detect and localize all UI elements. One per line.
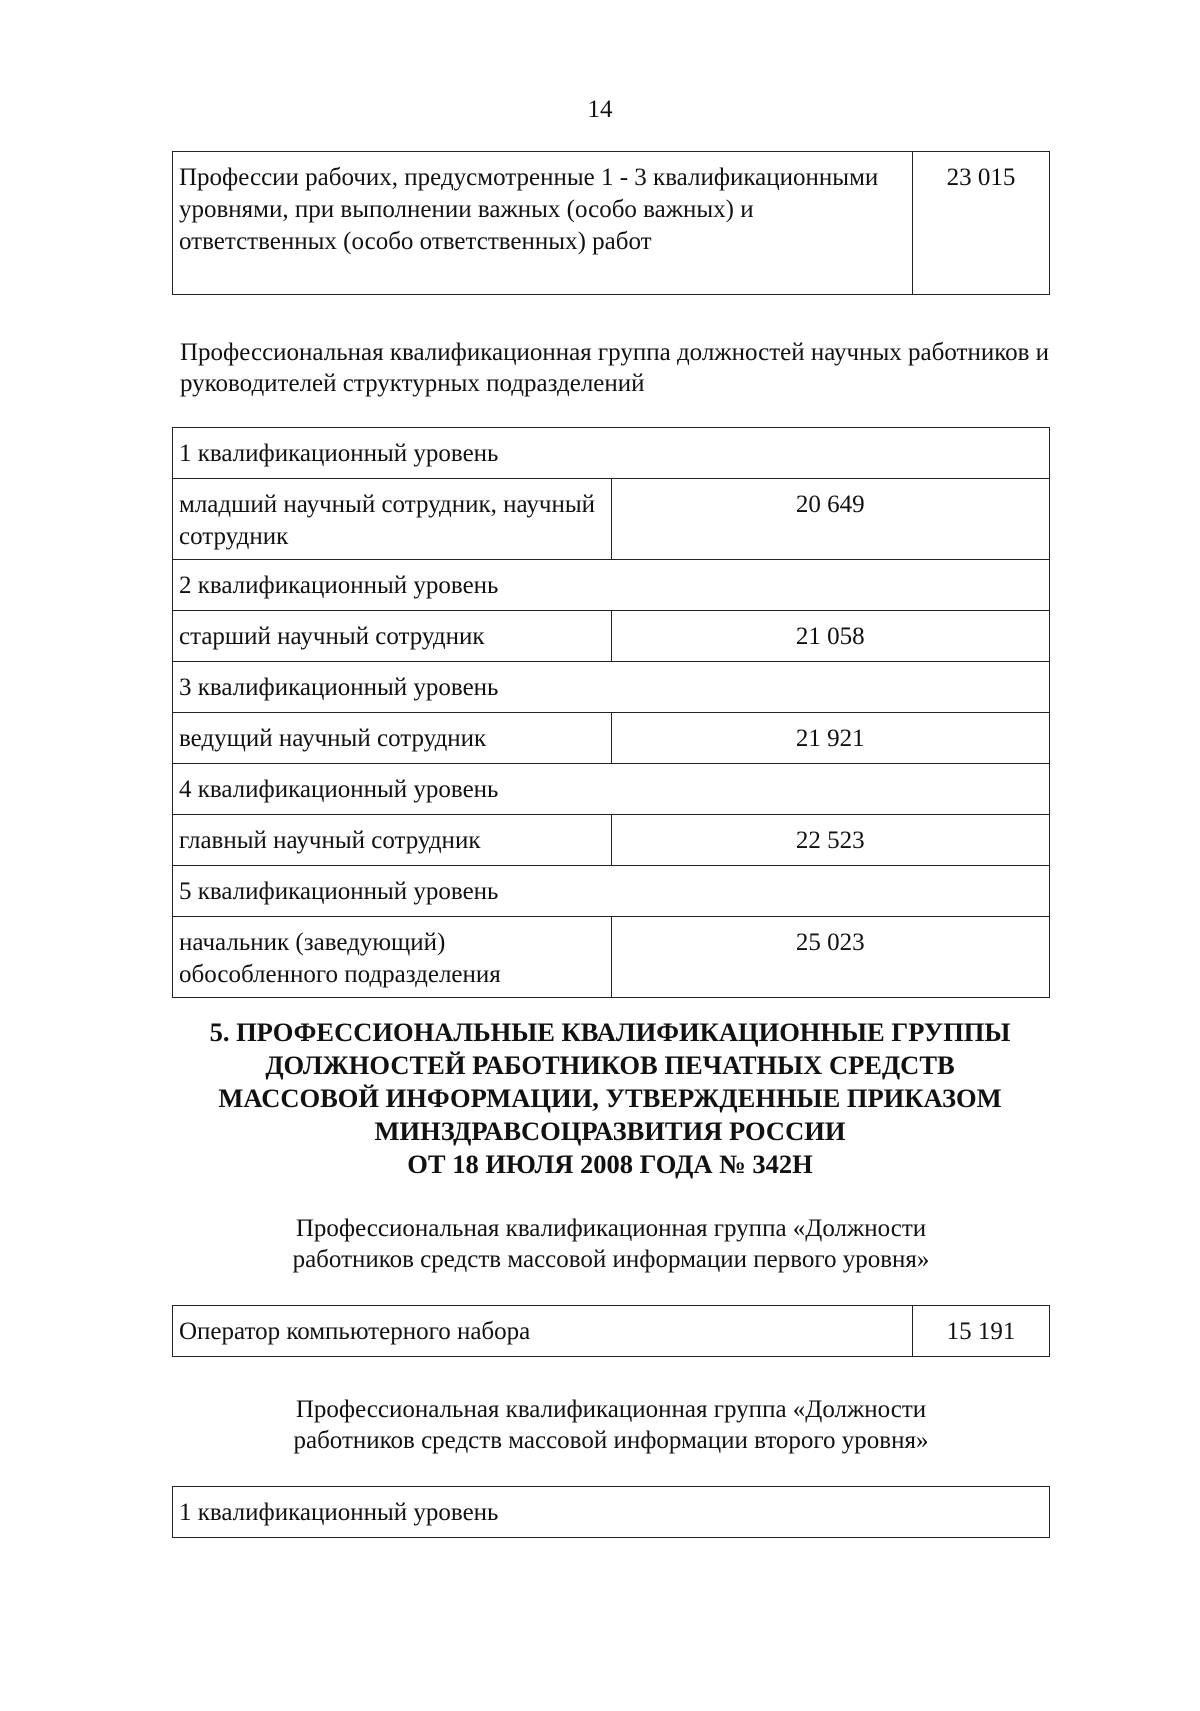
workers-label: Профессии рабочих, предусмотренные 1 - 3 квалификационными уровнями, при выполнении важных (особо важных) и ответственных (особо ответственных) работ xyxy=(173,152,913,295)
level-1-position: младший научный сотрудник, научный сотрудник xyxy=(173,479,612,560)
table-row xyxy=(173,1306,1050,1357)
media-group-1-table xyxy=(172,1305,1050,1357)
section-heading-line: ОТ 18 ИЮЛЯ 2008 ГОДА № 342Н xyxy=(407,1149,813,1179)
caption-line: Профессиональная квалификационная группа «Должности xyxy=(295,1396,927,1423)
level-1-value: 20 649 xyxy=(611,479,1050,560)
table-row xyxy=(173,560,1050,611)
level-4-heading: 4 квалификационный уровень xyxy=(173,764,1050,815)
science-group-caption: Профессиональная квалификационная группа должностей научных работников и руководителей структурных подразделений xyxy=(180,339,1050,397)
level-3-value: 21 921 xyxy=(611,713,1050,764)
table-row xyxy=(173,815,1050,866)
section-heading-line: ДОЛЖНОСТЕЙ РАБОТНИКОВ ПЕЧАТНЫХ СРЕДСТВ xyxy=(265,1050,955,1080)
level-5-position: начальник (заведующий) обособленного подразделения xyxy=(173,917,612,998)
section-heading-line: 5. ПРОФЕССИОНАЛЬНЫЕ КВАЛИФИКАЦИОННЫЕ ГРУППЫ xyxy=(209,1017,1011,1047)
level-3-position: ведущий научный сотрудник xyxy=(173,713,612,764)
science-table xyxy=(172,427,1050,998)
level-4-position: главный научный сотрудник xyxy=(173,815,612,866)
computer-typist-value: 15 191 xyxy=(913,1306,1050,1357)
section-heading-line: МАССОВОЙ ИНФОРМАЦИИ, УТВЕРЖДЕННЫЕ ПРИКАЗОМ xyxy=(218,1083,1002,1113)
workers-table xyxy=(172,151,1050,295)
table-row xyxy=(173,662,1050,713)
media-group-2-caption xyxy=(172,1394,1050,1456)
table-row xyxy=(173,479,1050,560)
page-number: 14 xyxy=(587,96,613,123)
caption-line: работников средств массовой информации первого уровня» xyxy=(292,1246,930,1273)
caption-line: Профессиональная квалификационная группа «Должности xyxy=(295,1215,927,1242)
level-2-position: старший научный сотрудник xyxy=(173,611,612,662)
media-group-2-table xyxy=(172,1486,1050,1538)
table-row xyxy=(173,866,1050,917)
level-1-heading: 1 квалификационный уровень xyxy=(173,428,1050,479)
level-5-value: 25 023 xyxy=(611,917,1050,998)
table-row xyxy=(173,152,1050,295)
caption-line: работников средств массовой информации второго уровня» xyxy=(293,1427,929,1454)
computer-typist-label: Оператор компьютерного набора xyxy=(173,1306,913,1357)
workers-value: 23 015 xyxy=(913,152,1050,295)
table-row xyxy=(173,764,1050,815)
level-2-value: 21 058 xyxy=(611,611,1050,662)
section-5-heading xyxy=(120,1016,1100,1181)
level-4-value: 22 523 xyxy=(611,815,1050,866)
media-group-1-caption xyxy=(172,1213,1050,1275)
table-row xyxy=(173,1487,1050,1538)
table-row xyxy=(173,713,1050,764)
table-row xyxy=(173,611,1050,662)
table-row xyxy=(173,428,1050,479)
level-2-heading: 2 квалификационный уровень xyxy=(173,560,1050,611)
table-row xyxy=(173,917,1050,998)
level-3-heading: 3 квалификационный уровень xyxy=(173,662,1050,713)
section-heading-line: МИНЗДРАВСОЦРАЗВИТИЯ РОССИИ xyxy=(374,1116,846,1146)
media-level-1-heading: 1 квалификационный уровень xyxy=(173,1487,1050,1538)
level-5-heading: 5 квалификационный уровень xyxy=(173,866,1050,917)
